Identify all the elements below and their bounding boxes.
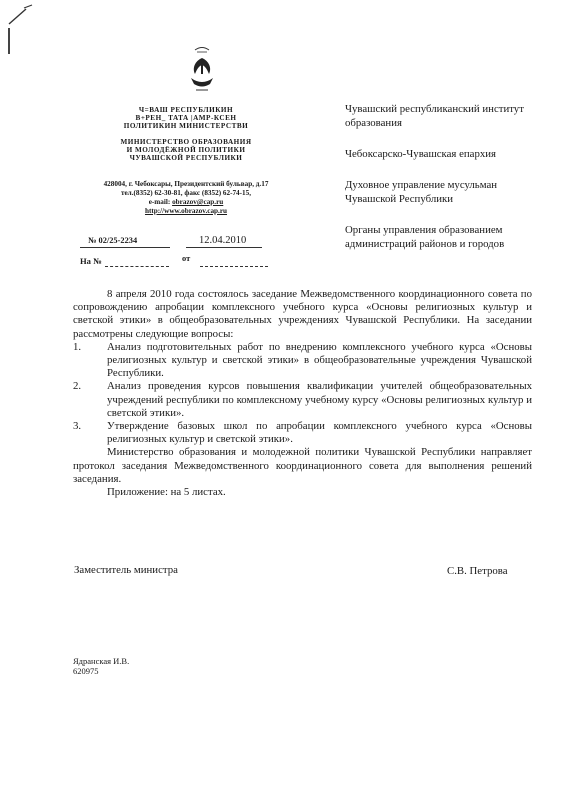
sender-chuvash-line-2: В+РЕН_ ТАТА |АМР-КСЕН [135, 114, 237, 123]
recipients-block [345, 102, 535, 268]
closing-paragraph: Министерство образования и молодежной политики Чувашской Республики направляет протокол заседания Межведомственного координационного совета для выполнения решений заседания. [73, 446, 532, 485]
scan-corner-mark [8, 4, 34, 26]
address: 428004, г. Чебоксары, Президентский бульвар, д.17 [103, 180, 269, 188]
phone-fax: тел.(8352) 62-30-81, факс (8352) 62-74-15, [120, 189, 252, 197]
sender-chuvash-line-3: ПОЛИТИКИН МИНИСТЕРСТВИ [123, 122, 249, 131]
email-link[interactable]: obrazov@cap.ru [172, 198, 224, 206]
signatory-name: С.В. Петрова [447, 565, 508, 577]
recipient-4: Органы управления образованием администраций районов и городов [345, 224, 505, 250]
email-row [70, 198, 302, 207]
agenda-item-2 [73, 380, 532, 420]
website-link[interactable]: http://www.obrazov.cap.ru [144, 207, 228, 215]
agenda-item-number: 3. [73, 420, 82, 433]
agenda-item-number: 1. [73, 340, 82, 353]
registration-number-line [80, 247, 170, 248]
agenda-item-text: Анализ проведения курсов повышения квалификации учителей общеобразовательных учреждений республики по комплексному учебному курсу «Основы религиозных культур и светской этики». [107, 380, 532, 419]
reply-to-date-line [200, 266, 268, 267]
sender-russian-line-3: ЧУВАШСКОЙ РЕСПУБЛИКИ [129, 154, 243, 163]
agenda-item-text: Анализ подготовительных работ по внедрению комплексного учебного курса «Основы религиозных культур и светской этики» в общеобразовательные учреждения Чувашской Республики. [107, 340, 532, 380]
agenda-item-text: Утверждение базовых школ по апробации комплексного учебного курса «Основы религиозных культур и светской этики». [107, 420, 532, 446]
sender-chuvash-line-1: Ч=ВАШ РЕСПУБЛИКИН [138, 106, 234, 114]
contact-block [70, 180, 302, 216]
email-label: e-mail: [148, 198, 171, 206]
executor-phone: 620975 [73, 666, 99, 676]
executor-block [73, 656, 129, 676]
agenda-item-3 [73, 420, 532, 446]
agenda-item-number: 2. [73, 380, 82, 393]
reply-to-date-label: от [182, 254, 191, 263]
registration-number: № 02/25-2234 [88, 236, 138, 245]
reply-to-number-label: На № [80, 256, 102, 266]
registration-date: 12.04.2010 [199, 235, 247, 246]
letter-body [73, 288, 532, 499]
sender-russian-line-2: И МОЛОДЁЖНОЙ ПОЛИТИКИ [126, 145, 246, 154]
agenda-item-1 [73, 341, 532, 381]
signatory-position: Заместитель министра [74, 564, 178, 576]
attachment-note: Приложение: на 5 листах. [107, 486, 226, 499]
recipient-2: Чебоксарско-Чувашская епархия [345, 148, 496, 160]
intro-paragraph: 8 апреля 2010 года состоялось заседание Межведомственного координационного совета по сопровождению апробации комплексного учебного курса «Основы религиозных культур и светской этики» в общеобразовательных учреждениях Чувашской Республики. На заседании рассмотрены следующие вопросы: [73, 288, 532, 340]
margin-tick [8, 28, 10, 54]
chuvash-emblem-icon [186, 44, 218, 96]
recipient-1: Чувашский республиканский институт образования [345, 103, 524, 129]
reply-to-number-line [105, 266, 169, 267]
registration-date-line [186, 247, 262, 248]
sender-block [80, 106, 292, 162]
executor-name: Ядранская И.В. [73, 656, 130, 666]
sender-russian-line-1: МИНИСТЕРСТВО ОБРАЗОВАНИЯ [120, 137, 252, 146]
recipient-3: Духовное управление мусульман Чувашской Республики [345, 179, 498, 205]
